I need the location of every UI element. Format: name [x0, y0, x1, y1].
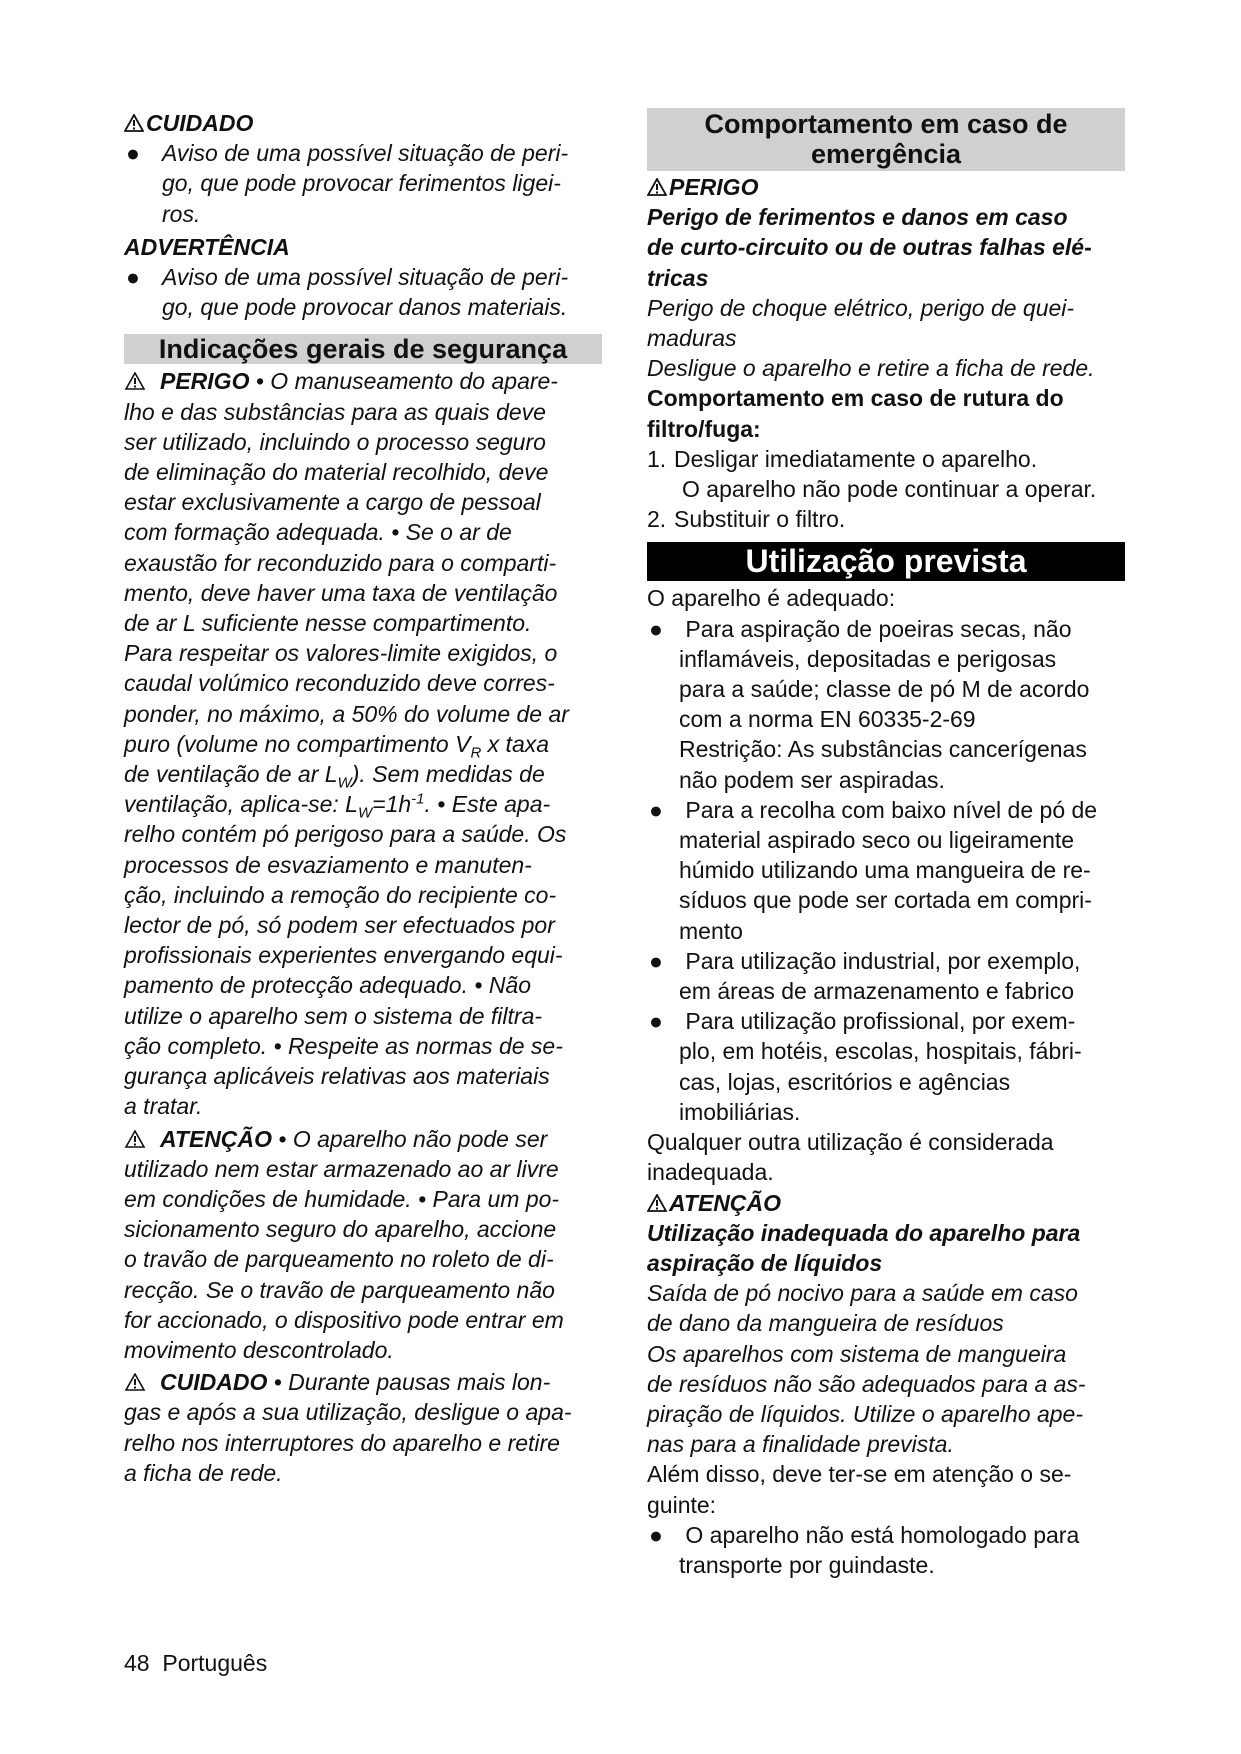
- right-column: [647, 108, 1125, 1580]
- section-title-safety: Indicações gerais de segurança: [124, 334, 602, 364]
- page-number: 48: [124, 1650, 150, 1676]
- other-use-text: Qualquer outra utilização é considerada inadequada.: [647, 1129, 1054, 1186]
- left-column: [124, 108, 602, 1488]
- advertencia-heading: ADVERTÊNCIA: [124, 233, 290, 260]
- warning-triangle-icon: [124, 1373, 146, 1391]
- usage-bullet-2: ● Para a recolha com baixo nível de pó de material aspirado seco ou ligeiramente húmido utilizando uma mangueira de re- síduos que pode ser cortada em compri- mento: [649, 796, 1098, 944]
- also-text: Além disso, deve ter-se em atenção o se- guinte:: [647, 1461, 1072, 1518]
- atencao-italic-text: Saída de pó nocivo para a saúde em caso de dano da mangueira de resíduos Os aparelhos com sistema de mangueira de resíduos não são adequados para a as- piração de líquidos. Utilize o aparelho ape- nas para a finalidade prevista.: [647, 1280, 1086, 1458]
- cuidado-heading: CUIDADO: [124, 108, 602, 138]
- section-title-emergency: Comportamento em caso de emergência: [647, 108, 1125, 171]
- page-footer: [124, 1648, 267, 1678]
- usage-bullet-1: ● Para aspiração de poeiras secas, não inflamáveis, depositadas e perigosas para a saúde; classe de pó M de acordo com a norma EN 60335-2-69 Restrição: As substâncias cancerígenas não podem ser aspiradas.: [649, 615, 1090, 793]
- warning-triangle-icon: [647, 1194, 667, 1212]
- atencao-paragraph: ATENÇÃO • O aparelho não pode ser utilizado nem estar armazenado ao ar livre em condições de humidade. • Para um po- sicionamento seguro do aparelho, accione o travão de parqueamento no roleto de di- recção. Se o travão de parqueamento não for accionado, o dispositivo pode entrar em movimento descontrolado.: [124, 1125, 564, 1363]
- usage-bullet-3: ● Para utilização industrial, por exemplo, em áreas de armazenamento e fabrico: [649, 947, 1081, 1005]
- usage-intro: O aparelho é adequado:: [647, 585, 896, 612]
- cuidado-bullet: ● Aviso de uma possível situação de peri- go, que pode provocar ferimentos ligei- ros.: [126, 140, 569, 227]
- perigo-bold-text: Perigo de ferimentos e danos em caso de curto-circuito ou de outras falhas elé- tricas: [647, 204, 1092, 291]
- page-language: Português: [162, 1650, 268, 1676]
- warning-triangle-icon: [124, 1130, 146, 1148]
- perigo-paragraph: PERIGO • O manuseamento do apare- lho e das substâncias para as quais deve ser utilizado, incluindo o processo seguro de eliminação do material recolhido, deve estar exclusivamente a cargo de pessoal com formação adequada. • Se o ar de exaustão for reconduzido para o comparti- mento, deve haver uma taxa de ventilação de ar L suficiente nesse compartimento. Para respeitar os valores-limite exigidos, o caudal volúmico reconduzido deve corres- ponder, no máximo, a 50% do volume de ar puro (volume no compartimento $V_R$ x taxa de ventilação de ar $L_W$). Sem medidas de ventilação, aplica-se: $L_W=1h^{-1}$. • Este apa- relho contém pó perigoso para a saúde. Os processos de esvaziamento e manuten- ção, incluindo a remoção do recipiente co- lector de pó, só podem ser efectuados por profissionais experientes envergando equi- pamento de protecção adequado. • Não utilize o aparelho sem o sistema de filtra- ção completo. • Respeite as normas de se- gurança aplicáveis relativas aos materiais a tratar.: [124, 368, 569, 1120]
- advertencia-bullet: ● Aviso de uma possível situação de peri- go, que pode provocar danos materiais.: [126, 264, 569, 321]
- atencao-bold-text: Utilização inadequada do aparelho para aspiração de líquidos: [647, 1219, 1081, 1276]
- rutura-heading: Comportamento em caso de rutura do filtro/fuga:: [647, 385, 1064, 442]
- perigo-italic-text: Perigo de choque elétrico, perigo de quei- maduras Desligue o aparelho e retire a ficha de rede.: [647, 294, 1095, 382]
- cuidado2-paragraph: CUIDADO • Durante pausas mais lon- gas e após a sua utilização, desligue o apa- relho nos interruptores do aparelho e retire a ficha de rede.: [124, 1369, 572, 1486]
- section-title-usage: Utilização prevista: [647, 542, 1125, 581]
- warning-triangle-icon: [124, 114, 144, 132]
- step-2: 2. Substituir o filtro.: [647, 506, 846, 533]
- usage-bullet-4: ● Para utilização profissional, por exem- plo, em hotéis, escolas, hospitais, fábri- cas, lojas, escritórios e agências imobiliárias.: [649, 1008, 1082, 1125]
- atencao-heading: ATENÇÃO: [647, 1188, 1125, 1218]
- final-bullet: ● O aparelho não está homologado para transporte por guindaste.: [649, 1521, 1080, 1578]
- perigo-heading: PERIGO: [647, 172, 1125, 202]
- warning-triangle-icon: [647, 178, 667, 196]
- step-1: 1. Desligar imediatamente o aparelho. O aparelho não pode continuar a operar.: [647, 445, 1097, 503]
- warning-triangle-icon: [124, 372, 146, 390]
